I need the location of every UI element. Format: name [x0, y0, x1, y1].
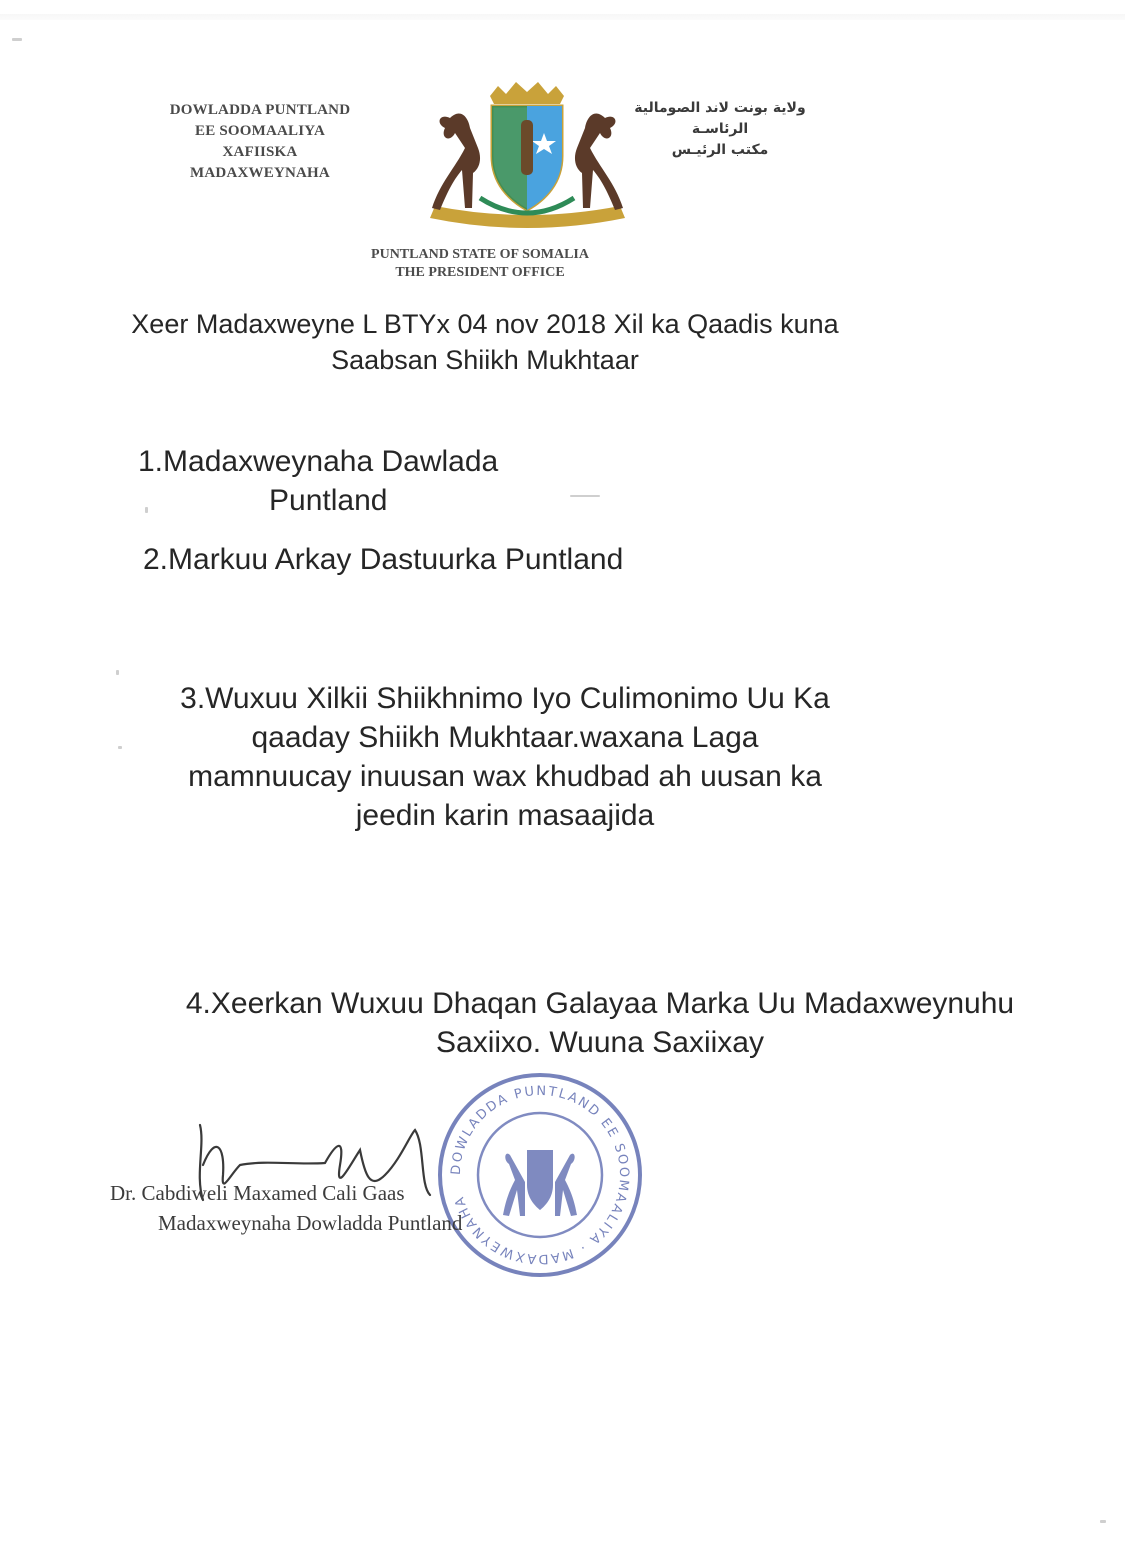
letterhead-left-line: DOWLADDA PUNTLAND — [169, 102, 351, 118]
decree-item-1 — [138, 442, 498, 520]
decree-item-4 — [110, 984, 1090, 1062]
item-3-line: jeedin karin masaajida — [355, 799, 655, 832]
scan-edge — [0, 14, 1125, 20]
letterhead-left-line: MADAXWEYNAHA — [190, 165, 330, 181]
item-3-line: mamnuucay inuusan wax khudbad ah uusan ka — [188, 760, 822, 793]
item-1-line: Puntland — [269, 484, 388, 517]
seal-ring-text: DOWLADDA PUNTLAND EE SOOMAALIYA · MADAXWEYNAHA — [448, 1083, 632, 1267]
right-horse-icon — [575, 113, 623, 210]
letterhead-center — [300, 246, 660, 282]
left-horse-icon — [432, 113, 480, 210]
decree-item-3 — [110, 679, 900, 835]
letterhead-left — [150, 100, 370, 184]
signatory-title: Madaxweynaha Dowladda Puntland — [158, 1211, 463, 1235]
title-line: Xeer Madaxweyne L BTYx 04 nov 2018 Xil ka Qaadis kuna — [131, 309, 839, 339]
seal-emblem-icon — [503, 1150, 577, 1216]
letterhead-right-line: الرئاسـة — [691, 121, 749, 137]
item-2-line: 2.Markuu Arkay Dastuurka Puntland — [143, 543, 624, 576]
decree-item-2 — [143, 540, 623, 579]
signatory-name: Dr. Cabdiweli Maxamed Cali Gaas — [110, 1181, 405, 1205]
letterhead-right-line: ولاية بونت لاند الصومالية — [634, 100, 806, 116]
item-4-line: Saxiixo. Wuuna Saxiixay — [436, 1026, 764, 1059]
document-title — [60, 306, 910, 378]
letterhead-left-line: XAFIISKA — [222, 144, 298, 160]
item-4-line: 4.Xeerkan Wuxuu Dhaqan Galayaa Marka Uu Madaxweynuhu — [185, 987, 1015, 1020]
letterhead-right — [630, 98, 810, 161]
coat-of-arms-emblem — [410, 78, 645, 238]
letterhead-center-line: THE PRESIDENT OFFICE — [395, 265, 565, 280]
item-1-line: 1.Madaxweynaha Dawlada — [138, 445, 499, 478]
letterhead-center-line: PUNTLAND STATE OF SOMALIA — [371, 247, 589, 262]
title-line: Saabsan Shiikh Mukhtaar — [331, 345, 639, 375]
item-3-line: 3.Wuxuu Xilkii Shiikhnimo Iyo Culimonimo Uu Ka — [180, 682, 830, 715]
item-3-line: qaaday Shiikh Mukhtaar.waxana Laga — [251, 721, 759, 754]
amphora-icon — [521, 120, 533, 175]
signature-block — [110, 1178, 462, 1238]
letterhead-left-line: EE SOOMAALIYA — [195, 123, 325, 139]
letterhead-right-line: مكتب الرئيـس — [671, 142, 769, 158]
crown-icon — [490, 82, 564, 104]
